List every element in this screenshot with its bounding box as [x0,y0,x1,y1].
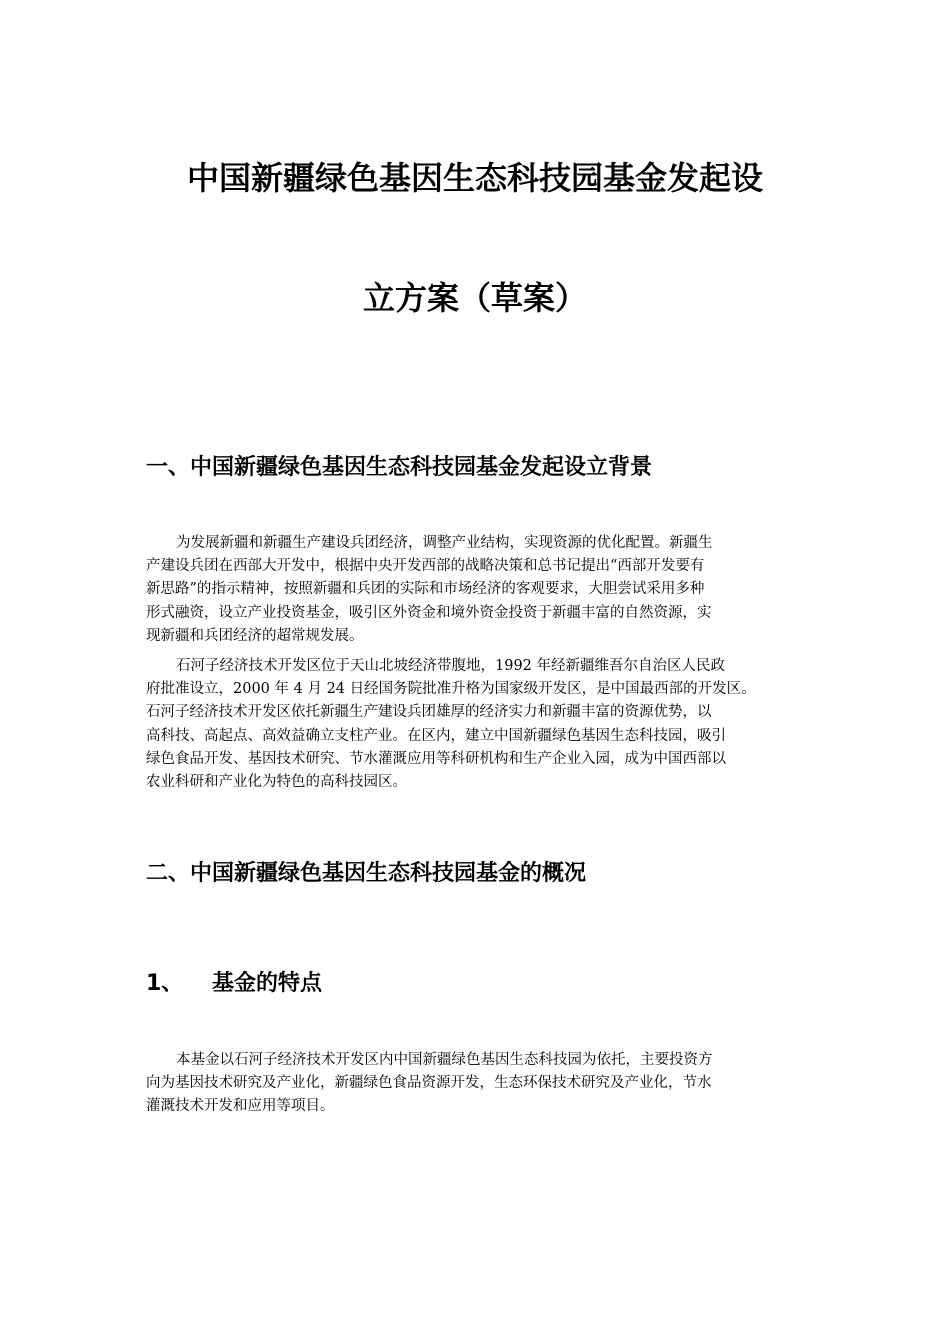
document-title-line-2: 立方案（草案） [362,279,587,317]
paragraph-line: 形式融资，设立产业投资基金，吸引区外资金和境外资金投资于新疆丰富的自然资源，实 [146,604,712,621]
paragraph-line: 向为基因技术研究及产业化，新疆绿色食品资源开发，生态环保技术研究及产业化，节水 [146,1075,712,1092]
paragraph-line: 高科技、高起点、高效益确立支柱产业。在区内，建立中国新疆绿色基因生态科技园，吸引 [146,727,726,744]
paragraph-line: 现新疆和兵团经济的超常规发展。 [146,627,364,644]
section-1-heading: 一、中国新疆绿色基因生态科技园基金发起设立背景 [146,455,653,480]
section-1-paragraph-1 [146,532,804,648]
paragraph-line: 产建设兵团在西部大开发中，根据中央开发西部的战略决策和总书记提出“西部开发要有 [146,558,705,575]
paragraph-line: 新思路”的指示精神，按照新疆和兵团的实际和市场经济的客观要求，大胆尝试采用多种 [146,581,705,598]
paragraph-line: 农业科研和产业化为特色的高科技园区。 [146,773,407,790]
document-title-line-1: 中国新疆绿色基因生态科技园基金发起设 [186,159,763,197]
subsection-1-heading [146,970,322,998]
subsection-number: 1、 [146,971,184,996]
paragraph-line: 府批准设立，2000 年 4 月 24 日经国务院批准升格为国家级开发区，是中国最西部的开发区。 [146,681,756,698]
paragraph-line: 为发展新疆和新疆生产建设兵团经济，调整产业结构，实现资源的优化配置。新疆生 [176,535,713,551]
subsection-1-paragraph [146,1049,804,1119]
paragraph-line: 灌溉技术开发和应用等项目。 [146,1098,335,1115]
paragraph-line: 本基金以石河子经济技术开发区内中国新疆绿色基因生态科技园为依托，主要投资方 [176,1052,713,1068]
paragraph-line: 石河子经济技术开发区位于天山北坡经济带腹地，1992 年经新疆维吾尔自治区人民政 [176,658,726,674]
paragraph-line: 石河子经济技术开发区依托新疆生产建设兵团雄厚的经济实力和新疆丰富的资源优势，以 [146,704,712,721]
section-2-heading: 二、中国新疆绿色基因生态科技园基金的概况 [146,861,587,886]
section-1-paragraph-2 [146,655,804,794]
subsection-title: 基金的特点 [212,971,323,996]
paragraph-line: 绿色食品开发、基因技术研究、节水灌溉应用等科研机构和生产企业入园，成为中国西部以 [146,750,726,767]
